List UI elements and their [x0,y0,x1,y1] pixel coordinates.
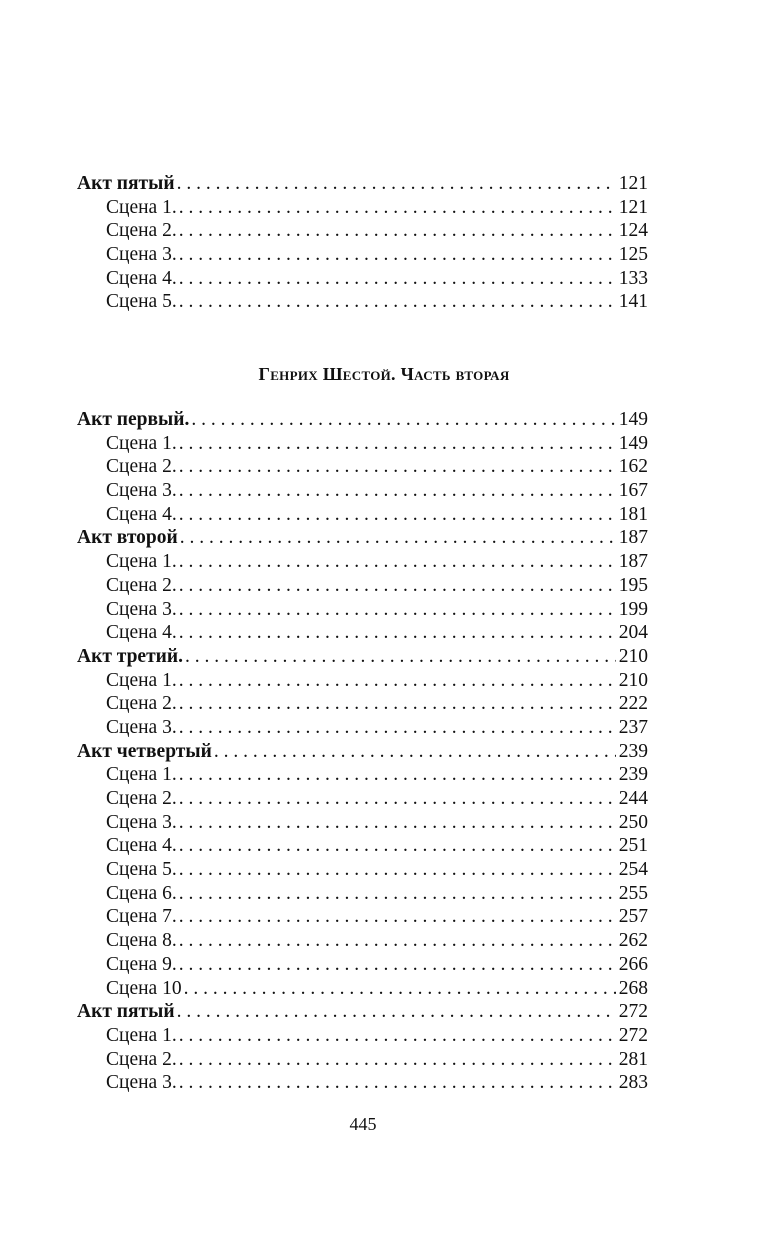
toc-entry-page: 268 [618,977,648,999]
toc-scene-row [77,858,648,882]
dot-leader [179,787,616,811]
toc-entry-page: 162 [618,456,648,478]
toc-act-row [77,740,648,764]
toc-entry-label: Акт четвертый [77,740,212,762]
dot-leader [179,882,616,906]
dot-leader [179,953,616,977]
toc-scene-row [77,834,648,858]
dot-leader [179,692,616,716]
toc-entry-page: 239 [618,740,648,762]
toc-entry-label: Сцена 6. [106,882,177,904]
toc-entry-label: Акт первый. [77,409,190,430]
toc-scene-row [77,290,648,314]
toc-entry-label: Сцена 4. [106,503,177,525]
dot-leader [179,811,616,835]
toc-entry-page: 133 [618,267,648,289]
dot-leader [179,574,616,598]
section-title: Генрих Шестой. Часть вторая [258,364,510,384]
toc-entry-page: 239 [618,764,648,786]
toc-scene-row [77,1048,648,1072]
dot-leader [184,977,616,1001]
dot-leader [179,503,616,527]
dot-leader [179,1024,616,1048]
dot-leader [179,1048,616,1072]
toc-scene-row [77,503,648,527]
dot-leader [179,716,616,740]
toc-entry-label: Сцена 3. [106,480,177,502]
toc-entry-label: Сцена 2. [106,1048,177,1070]
dot-leader [179,621,616,645]
toc-entry-page: 272 [618,1024,648,1046]
dot-leader [179,1071,616,1095]
toc-entry-page: 281 [618,1048,648,1070]
toc-scene-row [77,432,648,456]
toc-entry-page: 167 [618,480,648,502]
dot-leader [179,243,616,267]
dot-leader [180,526,616,550]
toc-entry-label: Сцена 3. [106,716,177,738]
toc-entry-label: Акт пятый [77,1001,175,1023]
toc-entry-page: 121 [618,196,648,218]
toc-entry-page: 149 [618,432,648,454]
toc-scene-row [77,479,648,503]
toc-entry-label: Сцена 4. [106,622,177,644]
dot-leader [191,408,615,432]
toc-entry-page: 255 [618,882,648,904]
toc-scene-row [77,621,648,645]
toc-entry-label: Сцена 1. [106,1024,177,1046]
toc-entry-label: Акт третий. [77,645,184,667]
toc-entry-page: 266 [618,953,648,975]
dot-leader [177,172,616,196]
toc-entry-label: Сцена 2. [106,693,177,715]
toc-scene-row [77,953,648,977]
toc-entry-label: Сцена 1. [106,764,177,786]
toc-scene-row [77,977,648,1001]
toc-act-row [77,408,648,432]
dot-leader [179,479,616,503]
toc-scene-row [77,692,648,716]
dot-leader [179,290,616,314]
dot-leader [179,858,616,882]
toc-entry-label: Сцена 9. [106,953,177,975]
dot-leader [179,432,616,456]
toc-entry-label: Сцена 4. [106,267,177,289]
toc-entry-page: 272 [618,1001,648,1023]
toc-act-row [77,645,648,669]
toc-scene-row [77,574,648,598]
dot-leader [179,455,616,479]
dot-leader [177,1000,616,1024]
toc-scene-row [77,882,648,906]
dot-leader [179,267,616,291]
toc-scene-row [77,669,648,693]
dot-leader [185,645,616,669]
toc-scene-row [77,787,648,811]
dot-leader [179,929,616,953]
toc-scene-row [77,598,648,622]
toc-scene-row [77,811,648,835]
toc-scene-row [77,716,648,740]
toc-entry-page: 187 [618,527,648,549]
toc-entry-label: Сцена 2. [106,456,177,478]
toc-entry-label: Сцена 3. [106,1072,177,1094]
toc-entry-label: Сцена 1. [106,551,177,573]
toc-act-row [77,1000,648,1024]
toc-entry-label: Акт второй [77,527,178,549]
toc-entry-page: 262 [618,930,648,952]
toc-entry-page: 237 [618,716,648,738]
toc-entry-page: 187 [618,551,648,573]
toc-entry-page: 210 [618,645,648,667]
toc-scene-row [77,455,648,479]
toc-entry-label: Сцена 5. [106,291,177,313]
toc-entry-label: Сцена 3. [106,598,177,620]
toc-entry-label: Сцена 1. [106,432,177,454]
toc-scene-row [77,905,648,929]
toc-scene-row [77,1024,648,1048]
toc-entry-page: 257 [618,906,648,928]
toc-entry-label: Акт пятый [77,173,175,194]
toc-entry-page: 195 [618,574,648,596]
toc-list-part1 [77,172,648,314]
toc-entry-page: 121 [618,173,648,194]
toc-entry-page: 199 [618,598,648,620]
toc-entry-page: 251 [618,835,648,857]
toc-entry-page: 181 [618,503,648,525]
toc-entry-page: 254 [618,859,648,881]
toc-entry-label: Сцена 10 [106,977,182,999]
toc-entry-page: 149 [618,409,648,430]
toc-entry-page: 125 [618,244,648,266]
toc-entry-label: Сцена 5. [106,859,177,881]
toc-entry-label: Сцена 4. [106,835,177,857]
page-number: 445 [349,1114,377,1134]
toc-entry-label: Сцена 3. [106,244,177,266]
toc-entry-label: Сцена 7. [106,906,177,928]
toc-scene-row [77,219,648,243]
toc-entry-label: Сцена 1. [106,196,177,218]
dot-leader [179,196,616,220]
dot-leader [179,905,616,929]
toc-entry-label: Сцена 2. [106,788,177,809]
toc-entry-label: Сцена 1. [106,669,177,691]
toc-entry-page: 204 [618,622,648,644]
toc-list-part2 [77,408,648,1095]
dot-leader [179,219,616,243]
toc-scene-row [77,196,648,220]
toc-entry-page: 244 [618,788,648,809]
toc-entry-page: 210 [618,669,648,691]
toc-entry-page: 283 [618,1072,648,1094]
toc-entry-label: Сцена 3. [106,811,177,833]
dot-leader [179,550,616,574]
toc-scene-row [77,929,648,953]
dot-leader [179,763,616,787]
toc-act-row [77,172,648,196]
toc-act-row [77,526,648,550]
toc-scene-row [77,1071,648,1095]
toc-entry-label: Сцена 8. [106,930,177,952]
toc-entry-page: 141 [618,291,648,313]
toc-entry-label: Сцена 2. [106,574,177,596]
dot-leader [179,669,616,693]
toc-scene-row [77,763,648,787]
toc-entry-page: 222 [618,693,648,715]
dot-leader [179,834,616,858]
toc-entry-label: Сцена 2. [106,220,177,242]
toc-scene-row [77,267,648,291]
toc-entry-page: 124 [618,220,648,242]
dot-leader [179,598,616,622]
dot-leader [214,740,616,764]
toc-scene-row [77,243,648,267]
toc-scene-row [77,550,648,574]
toc-entry-page: 250 [618,811,648,833]
